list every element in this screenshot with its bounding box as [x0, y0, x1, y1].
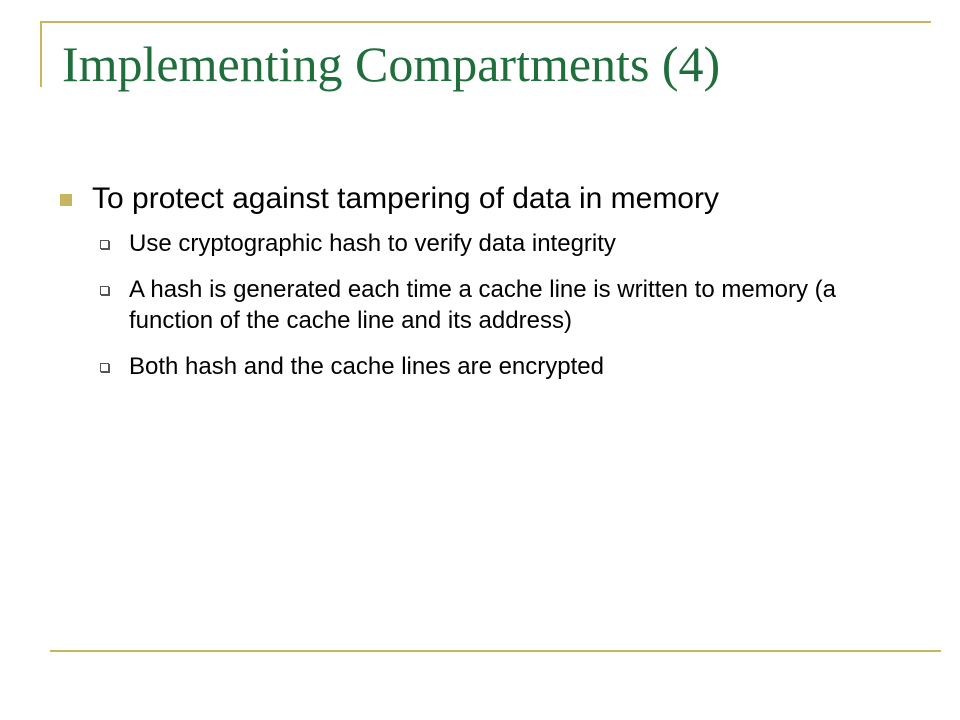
left-border-line: [40, 21, 42, 87]
sub-bullet-text: Both hash and the cache lines are encrypted: [129, 353, 604, 380]
square-bullet-icon: [60, 194, 72, 206]
sub-bullet-item: [60, 274, 890, 336]
hollow-square-bullet-icon: [100, 286, 109, 295]
sub-bullet-text: Use cryptographic hash to verify data integrity: [129, 230, 616, 257]
hollow-square-bullet-icon: [100, 240, 109, 249]
hollow-square-bullet-icon: [100, 363, 109, 372]
sub-bullet-item: [60, 228, 890, 259]
sub-bullet-list: [60, 228, 890, 382]
bullet-text: To protect against tampering of data in memory: [92, 182, 719, 215]
bottom-border-line: [50, 650, 941, 652]
slide-body: [60, 178, 890, 397]
top-border-line: [40, 21, 931, 23]
bullet-item: [60, 178, 890, 220]
slide-title: Implementing Compartments (4): [62, 36, 721, 92]
sub-bullet-item: [60, 351, 890, 382]
sub-bullet-text: A hash is generated each time a cache line is written to memory (a function of the cache line and its address): [129, 276, 837, 334]
